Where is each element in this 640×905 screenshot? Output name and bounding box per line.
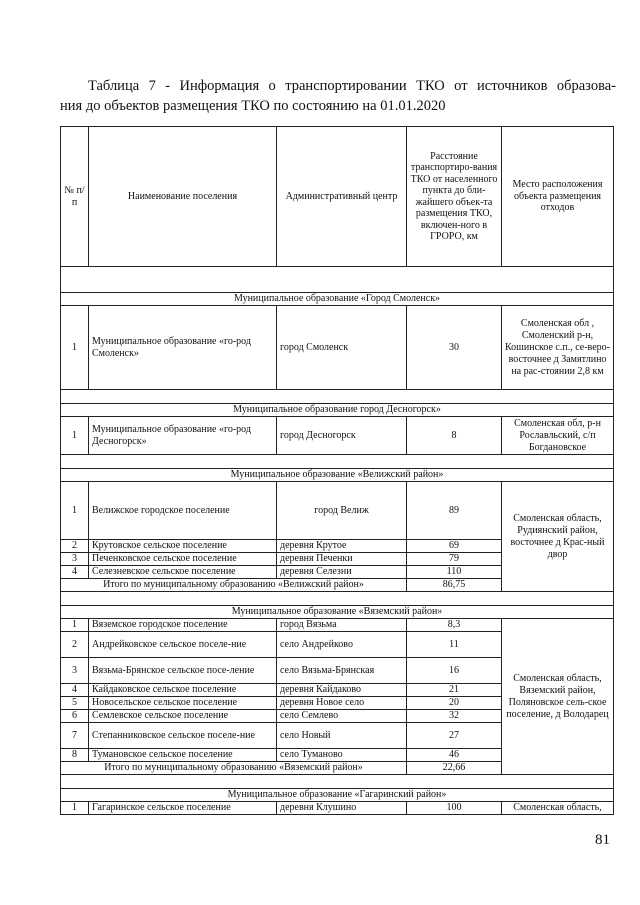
- tko-transport-table: [60, 126, 614, 815]
- header-num: № п/п: [61, 127, 89, 267]
- table-row: 8 Тумановское сельское поселение село Туманово 46: [61, 749, 614, 762]
- table-row: 3 Печенковское сельское поселение деревня Печенки 79: [61, 553, 614, 566]
- spacer-row: [61, 390, 614, 404]
- header-row: [61, 127, 614, 267]
- header-name: Наименование поселения: [89, 127, 277, 267]
- region-title-desnogorsk: Муниципальное образование город Десногорск»: [61, 404, 614, 417]
- region-title-gagarin: Муниципальное образование «Гагаринский район»: [61, 789, 614, 802]
- table-row: 1 Велижское городское поселение город Велиж 89 Смоленская область, Рудиянский район, восточнее д Крас-ный двор: [61, 482, 614, 540]
- page-number: 81: [595, 832, 610, 848]
- region-title-smolensk: Муниципальное образование «Город Смоленск»: [61, 293, 614, 306]
- spacer-row: [61, 775, 614, 789]
- table-row: 3 Вязьма-Брянское сельское посе-ление село Вязьма-Брянская 16: [61, 658, 614, 684]
- table-row: 1 Гагаринское сельское поселение деревня Клушино 100 Смоленская область,: [61, 802, 614, 815]
- table-row: 1 Вяземское городское поселение город Вязьма 8,3 Смоленская область, Вяземский район, Поляновское сель-ское поселение, д Володарец: [61, 619, 614, 632]
- spacer-row: [61, 592, 614, 606]
- table-row: 6 Семлевское сельское поселение село Семлево 32: [61, 710, 614, 723]
- region-title-vyazma: Муниципальное образование «Вяземский район»: [61, 606, 614, 619]
- table-row: 2 Андрейковское сельское поселе-ние село Андрейково 11: [61, 632, 614, 658]
- header-location: Место расположения объекта размещения отходов: [502, 127, 614, 267]
- table-row: 7 Степанниковское сельское поселе-ние село Новый 27: [61, 723, 614, 749]
- spacer-row: [61, 267, 614, 293]
- table-row: 2 Крутовское сельское поселение деревня Крутое 69: [61, 540, 614, 553]
- velizh-location-cell: Смоленская область, Рудиянский район, восточнее д Крас-ный двор: [502, 482, 614, 592]
- total-row-vyazma: Итого по муниципальному образованию «Вяземский район» 22,66: [61, 762, 614, 775]
- header-distance: Расстояние транспортиро-вания ТКО от населенного пункта до бли-жайшего объек-та размещения ТКО, включен-ного в ГРОРО, км: [407, 127, 502, 267]
- caption-line-2: ния до объектов размещения ТКО по состоянию на 01.01.2020: [60, 98, 446, 114]
- table-row: 4 Селезневское сельское поселение деревня Селезни 110: [61, 566, 614, 579]
- region-title-velizh: Муниципальное образование «Велижский район»: [61, 469, 614, 482]
- table-row: 4 Кайдаковское сельское поселение деревня Кайдаково 21: [61, 684, 614, 697]
- table-row: 1 Муниципальное образование «го-род Десногорск» город Десногорск 8 Смоленская обл, р-н Рославльский, с/п Богдановское: [61, 417, 614, 455]
- table-caption: [60, 76, 616, 116]
- spacer-row: [61, 455, 614, 469]
- header-center: Административный центр: [277, 127, 407, 267]
- table-row: 1 Муниципальное образование «го-род Смоленск» город Смоленск 30 Смоленская обл , Смоленский р-н, Кошинское с.п., се-веро-восточнее д Замятлино на рас-стоянии 2,8 км: [61, 306, 614, 390]
- table-row: 5 Новосельское сельское поселение деревня Новое село 20: [61, 697, 614, 710]
- caption-line-1: Таблица 7 - Информация о транспортировании ТКО от источников образова-: [88, 78, 616, 94]
- total-row-velizh: Итого по муниципальному образованию «Велижский район» 86,75: [61, 579, 614, 592]
- vyazma-location-cell: Смоленская область, Вяземский район, Поляновское сель-ское поселение, д Володарец: [502, 619, 614, 775]
